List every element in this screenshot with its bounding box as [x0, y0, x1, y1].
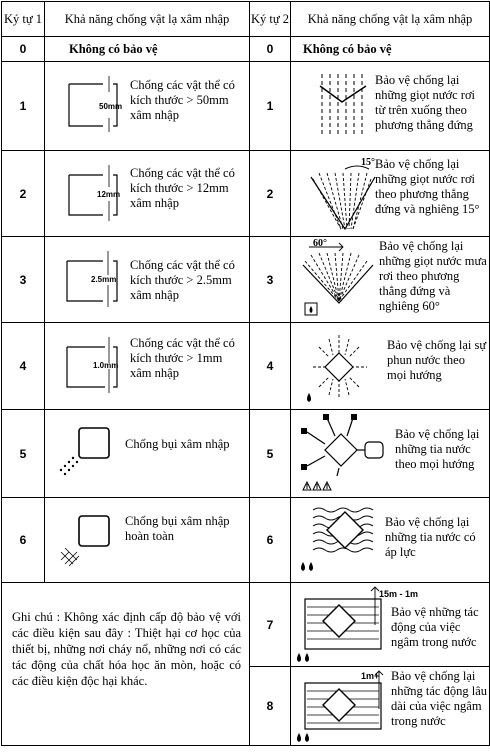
probe-12mm-icon	[65, 165, 125, 221]
ip-rating-table-page	[1, 1, 489, 752]
water-desc: Bảo vệ chống lại những giọt nước rơi từ trên xuống theo phương thẳng đứng	[375, 73, 476, 132]
solid-desc-cell	[45, 151, 250, 237]
header-digit-1: Ký tự 1	[2, 2, 45, 37]
water-desc-cell	[291, 237, 490, 323]
solid-desc-cell	[45, 237, 250, 323]
water-desc: Bảo vệ chống lại những giọt nước mưa rơi theo phương thẳng đứng và nghiêng 60°	[379, 239, 487, 313]
depth-label: 1m+	[361, 671, 380, 681]
water-desc: Bảo vệ chống lại những tia nước theo mọi hướng	[395, 427, 480, 471]
angle-label: 15°	[361, 157, 375, 168]
header-digit-2: Ký tự 2	[250, 2, 291, 37]
table-row	[2, 151, 490, 237]
digit-2-cell: 6	[250, 498, 291, 583]
water-desc-cell	[291, 151, 490, 237]
solid-desc: Chống các vật thể có kích thước > 50mm xâm nhập	[130, 78, 235, 122]
spray-all-directions-icon	[305, 333, 381, 403]
solid-desc: Không có bảo vệ	[45, 37, 250, 62]
solid-desc-cell	[45, 323, 250, 410]
solid-desc-cell	[45, 62, 250, 151]
digit-2-cell: 2	[250, 151, 291, 237]
probe-1mm-icon	[63, 337, 123, 393]
solid-desc: Chống các vật thể có kích thước > 2.5mm xâm nhập	[130, 258, 235, 302]
solid-desc: Chống bụi xâm nhập hoàn toàn	[125, 514, 230, 543]
water-desc: Bảo vệ chống lại những giọt nước rơi theo phương thẳng đứng và nghiêng 15°	[375, 157, 480, 216]
digit-2-cell: 5	[250, 410, 291, 498]
table-row	[2, 37, 490, 62]
solid-desc-cell	[45, 498, 250, 583]
water-desc: Bảo vệ những tác động của việc ngâm trong nước	[391, 605, 479, 649]
water-desc: Bảo vệ chống lại những tia nước có áp lực	[385, 515, 476, 559]
header-protection-solid: Khả năng chống vật lạ xâm nhập	[45, 2, 250, 37]
angle-label: 60°	[313, 238, 327, 249]
water-desc: Không có bảo vệ	[291, 37, 490, 62]
probe-size-label: 2.5mm	[91, 275, 117, 284]
table-row	[2, 237, 490, 323]
table-row	[2, 583, 490, 667]
note-text: Ghi chú : Không xác định cấp độ bảo vệ với các điều kiện sau đây : Thiệt hại cơ học của thiết bị, những nơi cháy nổ, những nơi có các tác động của chất hóa học ăn mòn, hoặc có các điều kiện độc hại khác.	[12, 610, 241, 688]
solid-desc-cell	[45, 410, 250, 498]
water-desc-cell	[291, 410, 490, 498]
digit-1-cell: 4	[2, 323, 45, 410]
digit-1-cell: 0	[2, 37, 45, 62]
depth-label: 15m - 1m	[379, 589, 419, 599]
digit-2-cell: 4	[250, 323, 291, 410]
water-desc-cell	[291, 498, 490, 583]
solid-desc: Chống bụi xâm nhập	[125, 437, 230, 451]
ip-rating-table	[1, 1, 490, 746]
digit-2-cell: 3	[250, 237, 291, 323]
digit-2-cell: 7	[250, 583, 291, 667]
water-desc: Bảo vệ chống lại những tác động lâu dài của việc ngâm trong nước	[391, 669, 487, 728]
probe-size-label: 50mm	[99, 102, 123, 111]
header-protection-water: Khả năng chống vật lạ xâm nhập	[291, 2, 490, 37]
powerful-jets-icon	[299, 502, 381, 576]
table-row	[2, 323, 490, 410]
probe-2-5mm-icon	[63, 251, 123, 307]
digit-2-cell: 8	[250, 667, 291, 746]
rain-60-icon	[299, 239, 379, 319]
digit-2-cell: 1	[250, 62, 291, 151]
probe-50mm-icon	[65, 76, 125, 132]
table-row	[2, 498, 490, 583]
solid-desc: Chống các vật thể có kích thước > 1mm xâm nhập	[130, 336, 235, 380]
water-desc: Bảo vệ chống lại sự phun nước theo mọi hướng	[387, 338, 487, 382]
digit-1-cell: 3	[2, 237, 45, 323]
digit-1-cell: 5	[2, 410, 45, 498]
water-desc-cell	[291, 583, 490, 667]
note-cell	[2, 583, 250, 746]
table-row	[2, 62, 490, 151]
vertical-drip-icon	[316, 72, 370, 142]
water-jets-icon	[297, 414, 391, 494]
digit-1-cell: 6	[2, 498, 45, 583]
water-desc-cell	[291, 62, 490, 151]
tilted-drip-15-icon	[301, 155, 381, 233]
probe-size-label: 12mm	[97, 190, 121, 199]
digit-2-cell: 0	[250, 37, 291, 62]
solid-desc: Chống các vật thể có kích thước > 12mm xâm nhập	[130, 166, 235, 210]
probe-size-label: 1.0mm	[93, 361, 119, 370]
table-row	[2, 410, 490, 498]
digit-1-cell: 2	[2, 151, 45, 237]
water-desc-cell	[291, 667, 490, 746]
digit-1-cell: 1	[2, 62, 45, 151]
water-desc-cell	[291, 323, 490, 410]
immersion-continuous-icon	[295, 669, 397, 745]
dust-protected-icon	[57, 420, 121, 480]
header-row	[2, 2, 490, 37]
dust-tight-icon	[57, 508, 121, 568]
immersion-temporary-icon	[295, 585, 419, 665]
